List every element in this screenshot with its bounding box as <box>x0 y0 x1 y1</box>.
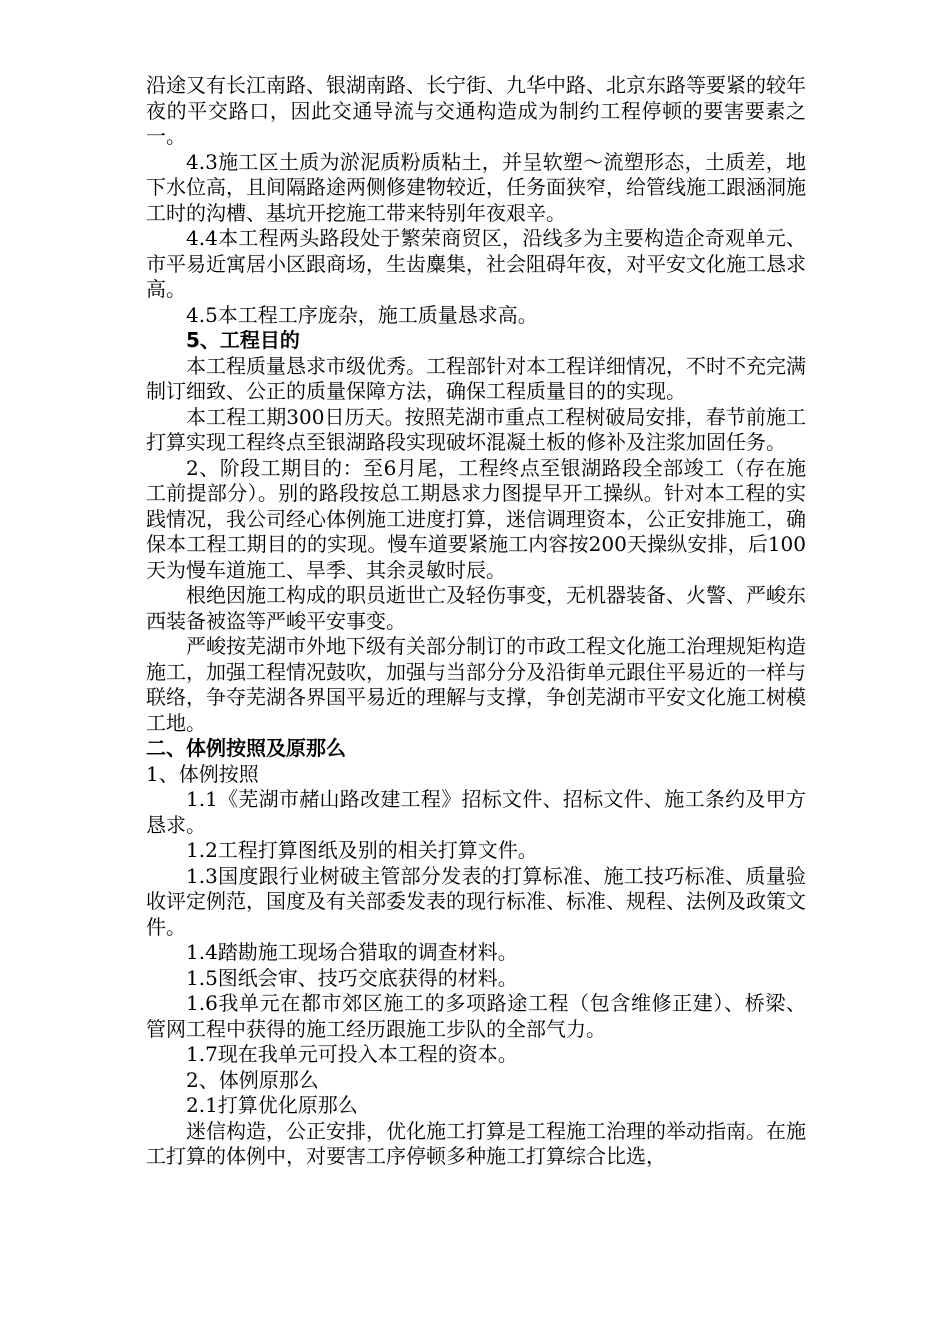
subheading-principles: 2、体例原那么 <box>186 1067 319 1092</box>
paragraph-4-3-soil: 4.3施工区土质为淤泥质粉质粘土，并呈软塑～流塑形态，土质差，地下水位高，且间隔路途两侧修建物较近，任务面狭窄，给管线施工跟涵洞施工时的沟槽、基坑开挖施工带来特别年夜艰辛。 <box>146 149 806 225</box>
paragraph-quality-goal: 本工程质量恳求市级优秀。工程部针对本工程详细情况，不时不充完满制订细致、公正的质量保障方法，确保工程质量目的的实现。 <box>146 353 806 403</box>
heading-basis-and-principles: 二、体例按照及原那么 <box>146 736 346 760</box>
subheading-basis: 1、体例按照 <box>146 761 259 786</box>
list-item-1-4: 1.4踏勘施工现场合猎取的调查材料。 <box>186 940 518 964</box>
paragraph-schedule: 本工程工期300日历天。按照芜湖市重点工程树破局安排，春节前施工打算实现工程终点至银湖路段实现破坏混凝土板的修补及注浆加固任务。 <box>146 404 806 454</box>
paragraph-stage-schedule: 2、阶段工期目的：至6月尾，工程终点至银湖路段全部竣工（存在施工前提部分）。别的路段按总工期恳求力图提早开工操纵。针对本工程的实践情况，我公司经心体例施工进度打算，迷信调理资本，公正安排施工，确保本工程工期目的的实现。慢车道要紧施工内容按200天操纵安排，后100天为慢车道施工、旱季、其余灵敏时辰。 <box>146 455 806 582</box>
list-item-1-5: 1.5图纸会审、技巧交底获得的材料。 <box>186 965 518 990</box>
list-item-1-3: 1.3国度跟行业树破主管部分发表的打算标准、施工技巧标准、质量验收评定例范，国度及有关部委发表的现行标准、标准、规程、法例及政策文件。 <box>146 863 806 939</box>
subheading-2-1: 2.1打算优化原那么 <box>186 1093 358 1117</box>
list-item-1-7: 1.7现在我单元可投入本工程的资本。 <box>186 1042 518 1066</box>
document-body <box>146 73 806 1170</box>
paragraph-4-4-commercial: 4.4本工程两头路段处于繁荣商贸区，沿线多为主要构造企奇观单元、市平易近寓居小区跟商场，生齿麋集，社会阻碍年夜，对平安文化施工恳求高。 <box>146 226 806 301</box>
list-item-1-2: 1.2工程打算图纸及别的相关打算文件。 <box>186 838 538 862</box>
list-item-1-6: 1.6我单元在都市郊区施工的多项路途工程（包含维修正建）、桥梁、管网工程中获得的施工经历跟施工步队的全部气力。 <box>146 991 806 1041</box>
paragraph-4-5-complex: 4.5本工程工序庞杂，施工质量恳求高。 <box>186 302 538 327</box>
heading-project-goals: 5、工程目的 <box>186 328 300 352</box>
paragraph-design-optimization: 迷信构造，公正安排，优化施工打算是工程施工治理的举动指南。在施工打算的体例中，对要害工序停顿多种施工打算综合比选， <box>146 1118 806 1168</box>
paragraph-traffic-intersections: 沿途又有长江南路、银湖南路、长宁街、九华中路、北京东路等要紧的较年夜的平交路口，因此交通导流与交通构造成为制约工程停顿的要害要素之一。 <box>146 73 806 148</box>
paragraph-civilized-construction: 严峻按芜湖市外地下级有关部分制订的市政工程文化施工治理规矩构造施工，加强工程情况鼓吹，加强与当部分分及沿街单元跟住平易近的一样与联络，争夺芜湖各界国平易近的理解与支撑，争创芜湖市平安文化施工树模工地。 <box>146 634 806 735</box>
list-item-1-1: 1.1《芜湖市赭山路改建工程》招标文件、招标文件、施工条约及甲方恳求。 <box>146 787 806 837</box>
paragraph-safety-goal: 根绝因施工构成的职员逝世亡及轻伤事变，无机器装备、火警、严峻东西装备被盗等严峻平安事变。 <box>146 583 806 633</box>
